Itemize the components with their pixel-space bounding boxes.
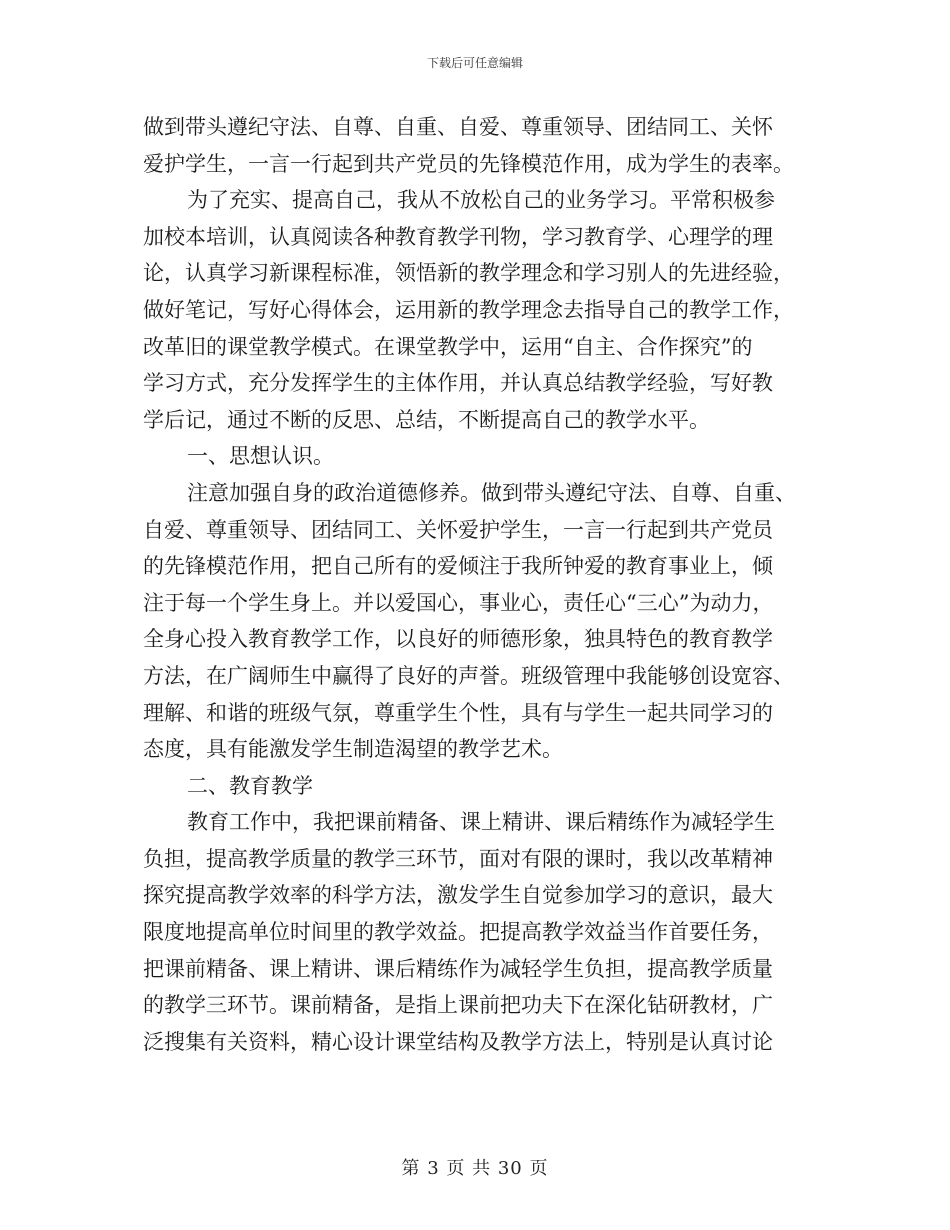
section-heading-2: 二、教育教学	[187, 773, 313, 798]
paragraph-start-line: 教育工作中，我把课前精备、课上精讲、课后精练作为减轻学生	[187, 810, 775, 835]
text-line: 的先锋模范作用，把自己所有的爱倾注于我所钟爱的教育事业上，倾	[143, 554, 773, 579]
document-body	[143, 109, 813, 1060]
text-line: 态度，具有能激发学生制造渴望的教学艺术。	[143, 737, 563, 762]
paragraph-start-line: 注意加强自身的政治道德修养。做到带头遵纪守法、自尊、自重、	[187, 480, 796, 505]
page-header-note: 下载后可任意编辑	[426, 56, 523, 70]
text-line: 泛搜集有关资料，精心设计课堂结构及教学方法上，特别是认真讨论	[143, 1029, 773, 1054]
text-line: 负担，提高教学质量的教学三环节，面对有限的课时，我以改革精神	[143, 846, 773, 871]
text-line: 把课前精备、课上精讲、课后精练作为减轻学生负担，提高教学质量	[143, 956, 773, 981]
text-line: 注于每一个学生身上。并以爱国心，事业心，责任心“三心”为动力，	[143, 590, 774, 615]
text-line: 的教学三环节。课前精备，是指上课前把功夫下在深化钻研教材，广	[143, 993, 773, 1018]
paragraph-start-line: 为了充实、提高自己，我从不放松自己的业务学习。平常积极参	[187, 188, 775, 213]
text-line: 做好笔记，写好心得体会，运用新的教学理念去指导自己的教学工作，	[143, 297, 794, 322]
text-line: 学习方式，充分发挥学生的主体作用，并认真总结教学经验，写好教	[143, 371, 773, 396]
text-line: 学后记，通过不断的反思、总结，不断提高自己的教学水平。	[143, 407, 710, 432]
section-heading-1: 一、思想认识。	[187, 444, 334, 469]
text-line: 爱护学生，一言一行起到共产党员的先锋模范作用，成为学生的表率。	[143, 151, 794, 176]
page-number-footer: 第 3 页 共 30 页	[401, 1158, 549, 1179]
text-line: 理解、和谐的班级气氛，尊重学生个性，具有与学生一起共同学习的	[143, 700, 773, 725]
text-line: 论，认真学习新课程标准，领悟新的教学理念和学习别人的先进经验，	[143, 261, 794, 286]
text-line: 加校本培训，认真阅读各种教育教学刊物，学习教育学、心理学的理	[143, 224, 773, 249]
text-line: 探究提高教学效率的科学方法，激发学生自觉参加学习的意识，最大	[143, 883, 773, 908]
text-line: 做到带头遵纪守法、自尊、自重、自爱、尊重领导、团结同工、关怀	[143, 115, 773, 139]
text-line: 方法，在广阔师生中赢得了良好的声誉。班级管理中我能够创设宽容、	[143, 663, 794, 688]
text-line: 全身心投入教育教学工作，以良好的师德形象，独具特色的教育教学	[143, 627, 773, 652]
text-line: 自爱、尊重领导、团结同工、关怀爱护学生，一言一行起到共产党员	[143, 517, 773, 542]
text-line: 限度地提高单位时间里的教学效益。把提高教学效益当作首要任务，	[143, 920, 773, 945]
text-line: 改革旧的课堂教学模式。在课堂教学中，运用“自主、合作探究”的	[143, 334, 753, 359]
